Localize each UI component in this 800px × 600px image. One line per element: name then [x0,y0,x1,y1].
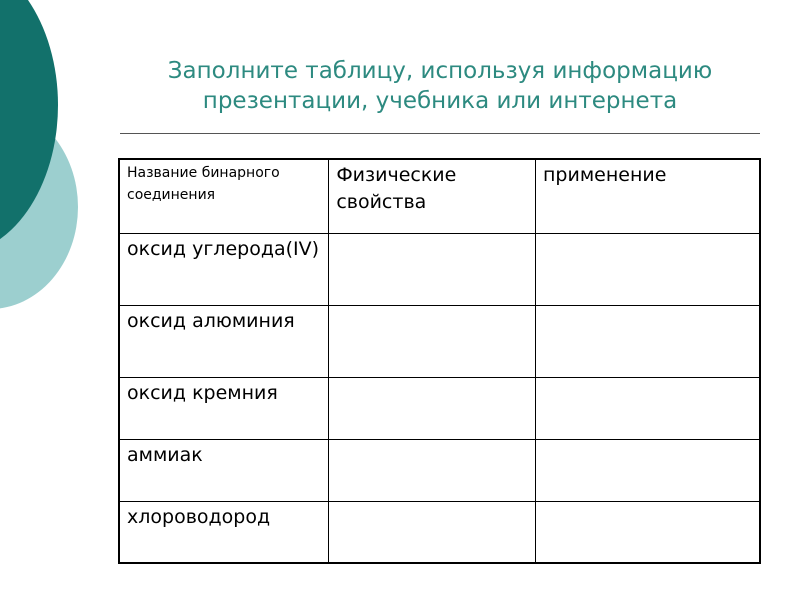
slide-title-line-1: Заполните таблицу, используя информацию [167,58,713,84]
properties-cell[interactable] [329,234,536,306]
title-divider [120,133,760,134]
header-cell-physical-properties: Физические свойства [329,159,536,234]
compound-name-cell: оксид алюминия [119,306,329,378]
properties-cell[interactable] [329,502,536,564]
table-header-row [119,159,760,234]
usage-cell[interactable] [535,440,760,502]
header-cell-usage: применение [535,159,760,234]
table-row [119,378,760,440]
usage-cell[interactable] [535,234,760,306]
table-row [119,502,760,564]
usage-cell[interactable] [535,378,760,440]
properties-cell[interactable] [329,306,536,378]
properties-cell[interactable] [329,378,536,440]
table-row [119,234,760,306]
usage-cell[interactable] [535,502,760,564]
usage-cell[interactable] [535,306,760,378]
compound-name-cell: хлороводород [119,502,329,564]
worksheet-table [118,158,761,564]
slide-title [120,56,760,116]
compound-name-cell: оксид кремния [119,378,329,440]
properties-cell[interactable] [329,440,536,502]
table-row [119,440,760,502]
slide-title-line-2: презентации, учебника или интернета [202,88,678,114]
header-cell-compound-name: Название бинарного соединения [119,159,329,234]
compound-name-cell: аммиак [119,440,329,502]
table-row [119,306,760,378]
compound-name-cell: оксид углерода(IV) [119,234,329,306]
